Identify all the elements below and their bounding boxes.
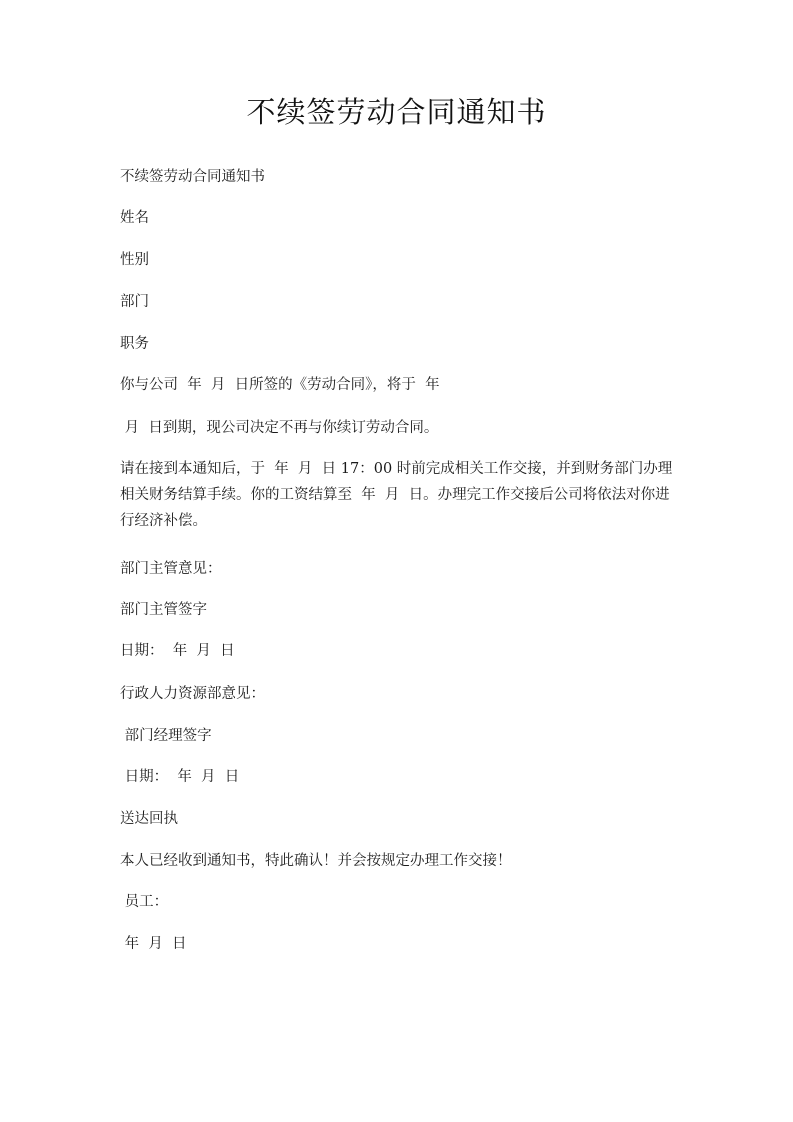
dept-manager-signature: 部门主管签字 xyxy=(120,602,207,618)
field-department: 部门 xyxy=(120,294,149,310)
dept-date: 日期： 年 月 日 xyxy=(120,643,235,659)
field-gender: 性别 xyxy=(120,252,149,268)
handover-paragraph xyxy=(120,456,680,534)
hr-opinion: 行政人力资源部意见： xyxy=(120,686,265,702)
employee-label: 员工： xyxy=(120,894,169,910)
employee-date: 年 月 日 xyxy=(120,936,187,952)
handover-line-2: 相关财务结算手续。你的工资结算至 年 月 日。办理完工作交接后公司将依法对你进 xyxy=(120,487,670,503)
field-position: 职务 xyxy=(120,336,149,352)
hr-date: 日期： 年 月 日 xyxy=(120,769,240,785)
receipt-statement: 本人已经收到通知书，特此确认！并会按规定办理工作交接！ xyxy=(120,853,512,869)
contract-line-1: 你与公司 年 月 日所签的《劳动合同》，将于 年 xyxy=(120,377,440,393)
handover-line-1: 请在接到本通知后，于 年 月 日 17：00 时前完成相关工作交接，并到财务部门办理 xyxy=(120,461,673,477)
field-name: 姓名 xyxy=(120,210,149,226)
document-title: 不续签劳动合同通知书 xyxy=(246,95,547,129)
dept-manager-opinion: 部门主管意见： xyxy=(120,561,222,577)
handover-line-3: 行经济补偿。 xyxy=(120,513,207,529)
receipt-title: 送达回执 xyxy=(120,811,178,827)
contract-line-2: 月 日到期，现公司决定不再与你续订劳动合同。 xyxy=(120,420,439,436)
subtitle: 不续签劳动合同通知书 xyxy=(120,169,265,185)
hr-manager-signature: 部门经理签字 xyxy=(120,728,212,744)
